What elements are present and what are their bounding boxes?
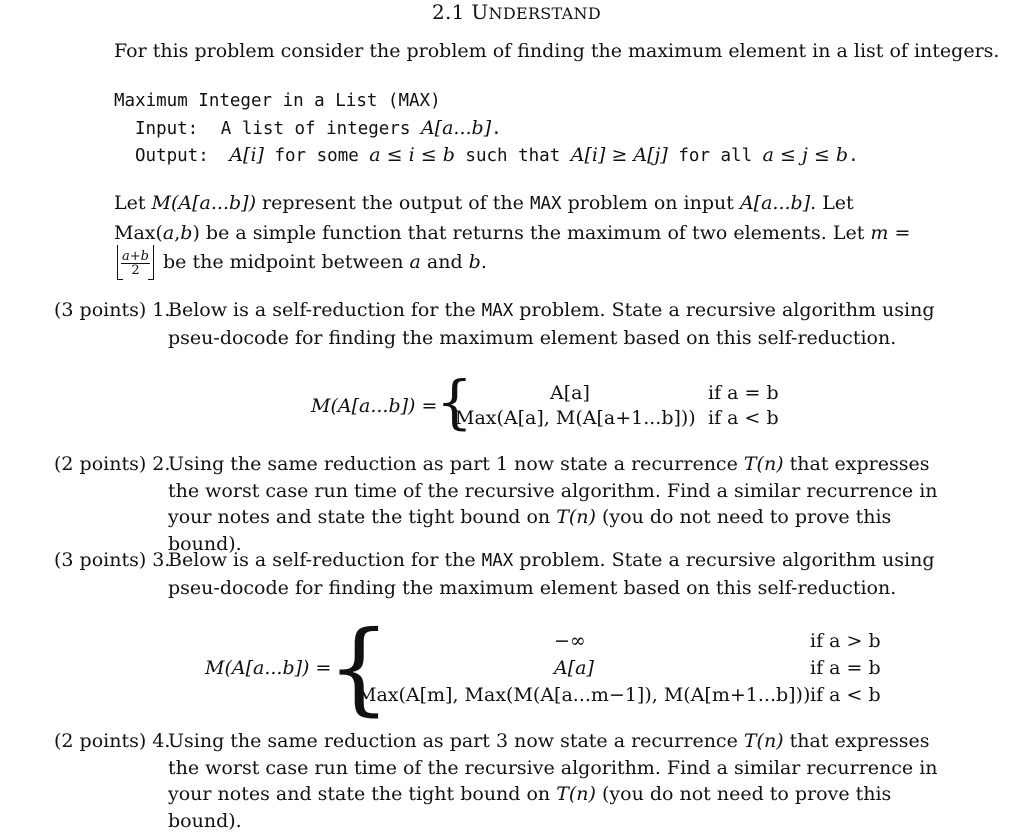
eq2-case3-cond: if a < b	[810, 684, 881, 706]
problem-output: Output: A[i] for some a ≤ i ≤ b such that A[i] ≥ A[j] for all a ≤ j ≤ b.	[135, 144, 859, 166]
eq1-lhs: M(A[a...b]) =	[311, 395, 438, 417]
problem-input: Input: A list of integers A[a...b].	[135, 117, 502, 139]
eq2-brace: {	[327, 609, 391, 726]
item-1-points: (3 points) 1.	[54, 299, 171, 321]
definitions-paragraph: Let M(A[a...b]) represent the output of the MAX problem on input A[a...b]. Let Max(a,b) be a simple function that returns the maximum of two elements. Let m = $\frac{a+b}{2}$ be the midpoint between a and b.	[114, 192, 911, 278]
eq2-case1-value: −∞	[554, 630, 586, 652]
eq2-case3-value: Max(A[m], Max(M(A[a...m−1]), M(A[m+1...b]))	[357, 684, 811, 706]
eq1-case1-cond: if a = b	[708, 382, 779, 404]
eq1-case1-value: A[a]	[550, 382, 590, 404]
intro-text: For this problem consider the problem of finding the maximum element in a list of integers.	[114, 40, 1000, 62]
item-1-text: Below is a self-reduction for the MAX problem. State a recursive algorithm using pseu-docode for finding the maximum element based on this self-reduction.	[168, 299, 935, 349]
input-label: Input:	[135, 119, 199, 139]
eq2-lhs: M(A[a...b]) =	[205, 657, 332, 679]
output-label: Output:	[135, 146, 209, 166]
item-2-text: Using the same reduction as part 1 now state a recurrence T(n) that expresses the worst case run time of the recursive algorithm. Find a similar recurrence in your notes and state the tight bound on T(n) (you do not need to prove this bound).	[168, 453, 938, 555]
eq1-brace: {	[436, 368, 473, 436]
eq2-case2-value: A[a]	[554, 657, 594, 679]
floor-fraction: $\frac{a+b}{2}$	[117, 249, 154, 278]
item-2-points: (2 points) 2.	[54, 453, 171, 475]
code-max: MAX	[529, 194, 562, 214]
eq2-case1-cond: if a > b	[810, 630, 881, 652]
item-4-text: Using the same reduction as part 3 now state a recurrence T(n) that expresses the worst case run time of the recursive algorithm. Find a similar recurrence in your notes and state the tight bound on T(n) (you do not need to prove this bound).	[168, 730, 938, 832]
eq2-case2-cond: if a = b	[810, 657, 881, 679]
section-heading	[432, 0, 601, 24]
item-3-points: (3 points) 3.	[54, 549, 171, 571]
eq1-case2-cond: if a < b	[708, 407, 779, 429]
section-number: 2.1	[432, 0, 465, 24]
item-4-points: (2 points) 4.	[54, 730, 171, 752]
problem-name: Maximum Integer in a List (MAX)	[114, 91, 441, 111]
eq1-case2-value: Max(A[a], M(A[a+1...b]))	[455, 407, 696, 429]
item-3-text: Below is a self-reduction for the MAX problem. State a recursive algorithm using pseu-docode for finding the maximum element based on this self-reduction.	[168, 549, 935, 599]
section-title: UNDERSTAND	[471, 0, 601, 24]
